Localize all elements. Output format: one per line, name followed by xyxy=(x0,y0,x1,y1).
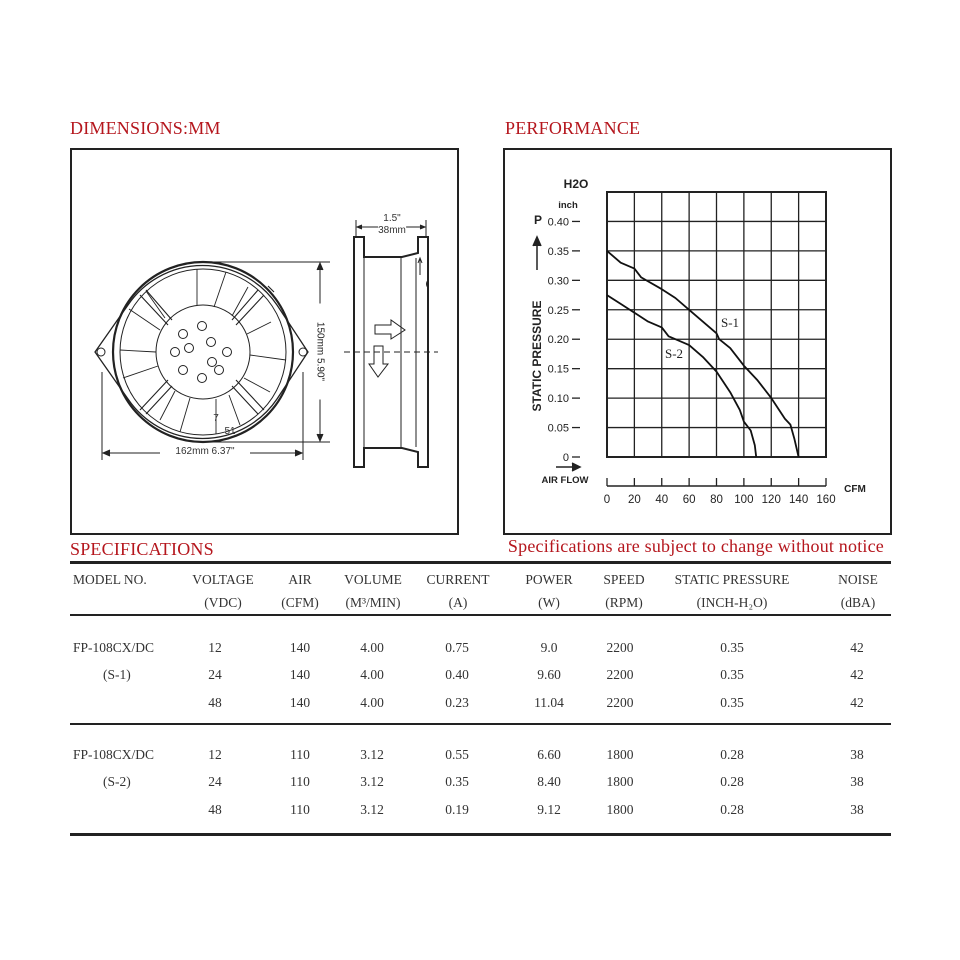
table-cell: 42 xyxy=(850,695,864,710)
table-cell: 9.60 xyxy=(537,667,561,682)
column-header-unit: (W) xyxy=(538,595,560,610)
table-cell: 0.35 xyxy=(720,695,744,710)
x-tick-label: 140 xyxy=(789,494,809,506)
table-cell: 4.00 xyxy=(360,640,384,655)
y-tick-label: 0.10 xyxy=(547,393,569,406)
width-label: 162mm 6.37" xyxy=(172,446,237,457)
x-tick-label: 20 xyxy=(627,494,641,506)
table-cell: 140 xyxy=(289,640,311,655)
table-cell: 140 xyxy=(289,695,311,710)
table-cell: 42 xyxy=(850,667,864,682)
x-axis-label: AIR FLOW xyxy=(541,475,589,486)
column-header: SPEED xyxy=(603,572,645,587)
table-cell: 42 xyxy=(850,640,864,655)
table-bottom-rule xyxy=(70,833,891,836)
height-label: 150mm 5.90" xyxy=(315,304,326,400)
table-cell: 11.04 xyxy=(534,695,564,710)
table-cell: 0.55 xyxy=(445,747,469,762)
model-variant: (S-1) xyxy=(103,667,131,682)
y-tick-label: 0.30 xyxy=(547,275,569,288)
table-cell: 1800 xyxy=(606,802,634,817)
column-header-unit: (A) xyxy=(448,595,468,610)
column-header: NOISE xyxy=(838,572,878,587)
column-header: AIR xyxy=(288,572,312,587)
y-unit-h2o: H2O xyxy=(563,177,589,191)
series-line-s-1 xyxy=(607,251,799,457)
table-cell: 48 xyxy=(208,802,222,817)
table-cell: 4.00 xyxy=(360,695,384,710)
depth-inch-label: 1.5" xyxy=(383,213,401,224)
table-cell: 0.35 xyxy=(720,640,744,655)
table-cell: 12 xyxy=(208,747,222,762)
depth-mm-label: 38mm xyxy=(378,225,406,236)
column-header-unit: (CFM) xyxy=(281,595,319,610)
column-header-unit: (M³/MIN) xyxy=(345,595,401,610)
y-tick-label: 0 xyxy=(562,452,569,464)
x-tick-label: 100 xyxy=(734,494,754,506)
table-cell: 38 xyxy=(850,747,864,762)
table-cell: 12 xyxy=(208,640,222,655)
column-header-unit: (INCH-H₂O) xyxy=(696,595,768,610)
table-cell: 38 xyxy=(850,802,864,817)
series-label-s-1: S-1 xyxy=(720,315,740,330)
table-cell: 2200 xyxy=(606,695,634,710)
table-cell: 24 xyxy=(208,774,222,789)
table-cell: 0.75 xyxy=(445,640,469,655)
y-tick-label: 0.20 xyxy=(547,334,569,347)
table-cell: 3.12 xyxy=(360,802,384,817)
table-cell: 2200 xyxy=(606,640,634,655)
table-cell: 0.40 xyxy=(445,667,469,682)
table-cell: 140 xyxy=(289,667,311,682)
table-cell: 1800 xyxy=(606,747,634,762)
column-header-unit: (dBA) xyxy=(840,595,876,610)
specifications-title: SPECIFICATIONS xyxy=(70,539,214,559)
column-header: MODEL NO. xyxy=(73,572,147,587)
y-unit-inch: inch xyxy=(558,200,578,211)
header-rule xyxy=(70,614,891,616)
y-tick-label: 0.15 xyxy=(547,363,569,376)
table-cell: 110 xyxy=(290,802,310,817)
mark-7: 7 xyxy=(213,413,219,424)
y-tick-label: 0.05 xyxy=(547,422,569,435)
table-cell: 9.0 xyxy=(540,640,558,655)
column-header: CURRENT xyxy=(426,572,490,587)
table-cell: 0.28 xyxy=(720,747,744,762)
column-header: VOLTAGE xyxy=(192,572,254,587)
table-cell: 4.00 xyxy=(360,667,384,682)
x-tick-label: 160 xyxy=(816,494,836,506)
x-tick-label: 0 xyxy=(603,494,611,506)
table-cell: 2200 xyxy=(606,667,634,682)
table-cell: 0.28 xyxy=(720,802,744,817)
column-header-unit: (RPM) xyxy=(605,595,643,610)
y-tick-label: 0.25 xyxy=(547,304,569,317)
column-header-unit: (VDC) xyxy=(204,595,242,610)
table-cell: 110 xyxy=(290,774,310,789)
table-top-rule xyxy=(70,561,891,564)
pressure-arrow-icon xyxy=(533,237,541,270)
group-divider xyxy=(70,723,891,725)
series-label-s-2: S-2 xyxy=(664,346,684,361)
column-header: VOLUME xyxy=(344,572,402,587)
y-axis-label: STATIC PRESSURE xyxy=(530,300,544,412)
x-tick-label: 40 xyxy=(655,494,669,506)
table-cell: 3.12 xyxy=(360,747,384,762)
table-cell: 9.12 xyxy=(537,802,561,817)
table-cell: 0.35 xyxy=(445,774,469,789)
table-cell: 38 xyxy=(850,774,864,789)
table-cell: 0.19 xyxy=(445,802,469,817)
airflow-arrow-icon xyxy=(556,463,580,471)
specifications-notice: Specifications are subject to change without notice xyxy=(507,536,884,556)
table-cell: 8.40 xyxy=(537,774,561,789)
column-header: POWER xyxy=(525,572,573,587)
x-tick-label: 80 xyxy=(710,494,723,506)
y-tick-label: 0.40 xyxy=(547,216,569,229)
model-number: FP-108CX/DC xyxy=(73,747,155,762)
model-number: FP-108CX/DC xyxy=(73,640,155,655)
x-tick-label: 120 xyxy=(761,494,781,506)
mark-51: 51 xyxy=(224,426,236,437)
x-unit-label: CFM xyxy=(844,484,866,495)
model-variant: (S-2) xyxy=(103,774,131,789)
table-cell: 0.23 xyxy=(445,695,469,710)
table-cell: 110 xyxy=(290,747,310,762)
table-cell: 3.12 xyxy=(360,774,384,789)
dimensions-title: DIMENSIONS:MM xyxy=(70,118,221,138)
table-cell: 1800 xyxy=(606,774,634,789)
performance-title: PERFORMANCE xyxy=(505,118,641,138)
table-cell: 48 xyxy=(208,695,222,710)
x-tick-label: 60 xyxy=(682,494,696,506)
table-cell: 0.35 xyxy=(720,667,744,682)
table-cell: 0.28 xyxy=(720,774,744,789)
y-tick-label: 0.35 xyxy=(547,245,569,258)
table-cell: 6.60 xyxy=(537,747,561,762)
y-symbol: P xyxy=(533,213,543,227)
table-cell: 24 xyxy=(208,667,222,682)
column-header: STATIC PRESSURE xyxy=(674,572,790,587)
